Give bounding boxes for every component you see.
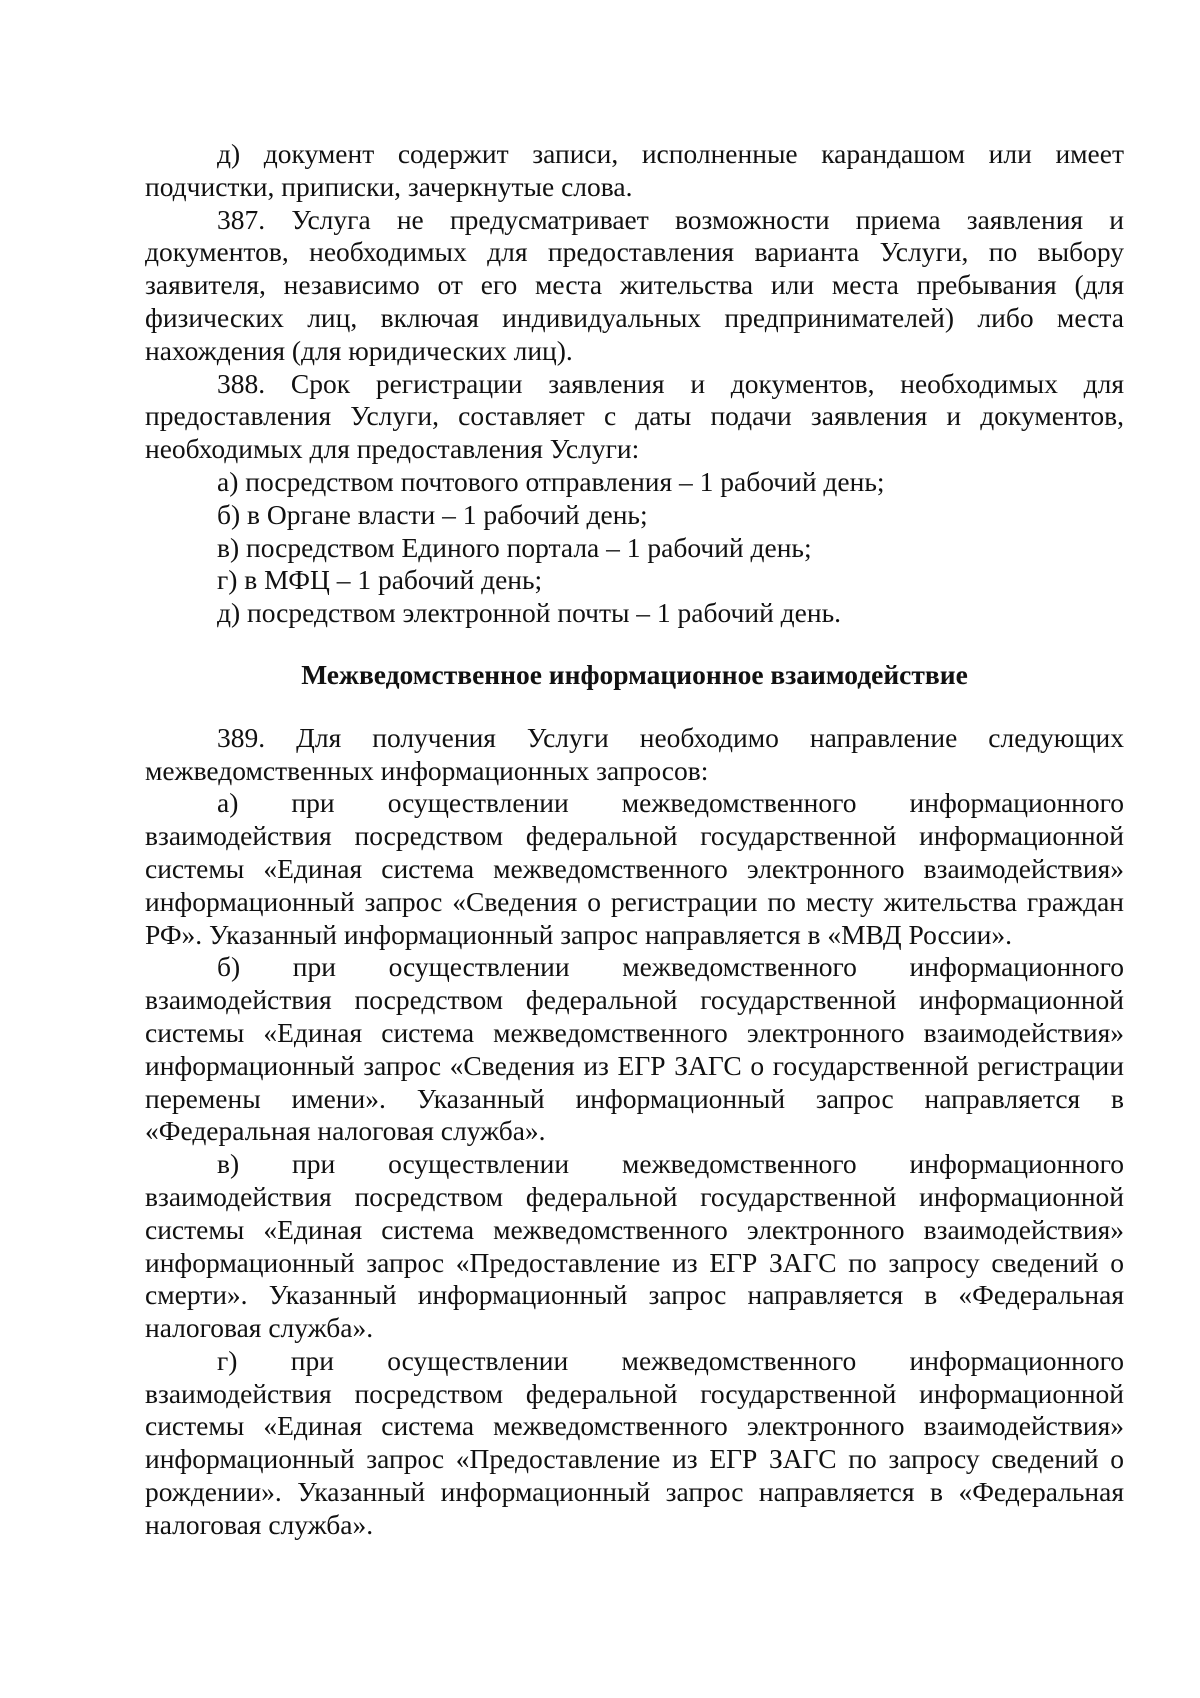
list-item-b-request: б) при осуществлении межведомственного информационного взаимодействия посредством федеральной государственной информационной системы «Единая система межведомственного электронного взаимодействия» информационный запрос «Сведения из ЕГР ЗАГС о государственной регистрации перемены имени». Указанный информационный запрос направляется в «Федеральная налоговая служба».: [145, 951, 1124, 1147]
list-item-v-portal: в) посредством Единого портала – 1 рабочий день;: [217, 531, 812, 563]
list-item-g-mfc: г) в МФЦ – 1 рабочий день;: [217, 564, 543, 596]
section-heading: Межведомственное информационное взаимодействие: [301, 658, 968, 690]
paragraph-389: 389. Для получения Услуги необходимо направление следующих межведомственных информационных запросов:: [145, 721, 1124, 786]
document-page: [145, 138, 1124, 1542]
paragraph-item-d-pencil: д) документ содержит записи, исполненные карандашом или имеет подчистки, приписки, зачеркнутые слова.: [145, 138, 1124, 202]
list-item-d-email: д) посредством электронной почты – 1 рабочий день.: [217, 597, 842, 629]
list-item-g-request: г) при осуществлении межведомственного информационного взаимодействия посредством федеральной государственной информационной системы «Единая система межведомственного электронного взаимодействия» информационный запрос «Предоставление из ЕГР ЗАГС по запросу сведений о рождении». Указанный информационный запрос направляется в «Федеральная налоговая служба».: [145, 1344, 1124, 1540]
list-item-v-request: в) при осуществлении межведомственного информационного взаимодействия посредством федеральной государственной информационной системы «Единая система межведомственного электронного взаимодействия» информационный запрос «Предоставление из ЕГР ЗАГС по запросу сведений о смерти». Указанный информационный запрос направляется в «Федеральная налоговая служба».: [145, 1148, 1124, 1344]
list-item-a-post: а) посредством почтового отправления – 1 рабочий день;: [217, 465, 885, 497]
paragraph-388: 388. Срок регистрации заявления и документов, необходимых для предоставления Услуги, составляет с даты подачи заявления и документов, необходимых для предоставления Услуги:: [145, 367, 1124, 465]
list-item-b-authority: б) в Органе власти – 1 рабочий день;: [217, 498, 648, 530]
list-item-a-request: а) при осуществлении межведомственного информационного взаимодействия посредством федеральной государственной информационной системы «Единая система межведомственного электронного взаимодействия» информационный запрос «Сведения о регистрации по месту жительства граждан РФ». Указанный информационный запрос направляется в «МВД России».: [145, 787, 1124, 950]
paragraph-387: 387. Услуга не предусматривает возможности приема заявления и документов, необходимых для предоставления варианта Услуги, по выбору заявителя, независимо от его места жительства или места пребывания (для физических лиц, включая индивидуальных предпринимателей) либо места нахождения (для юридических лиц).: [145, 203, 1124, 366]
